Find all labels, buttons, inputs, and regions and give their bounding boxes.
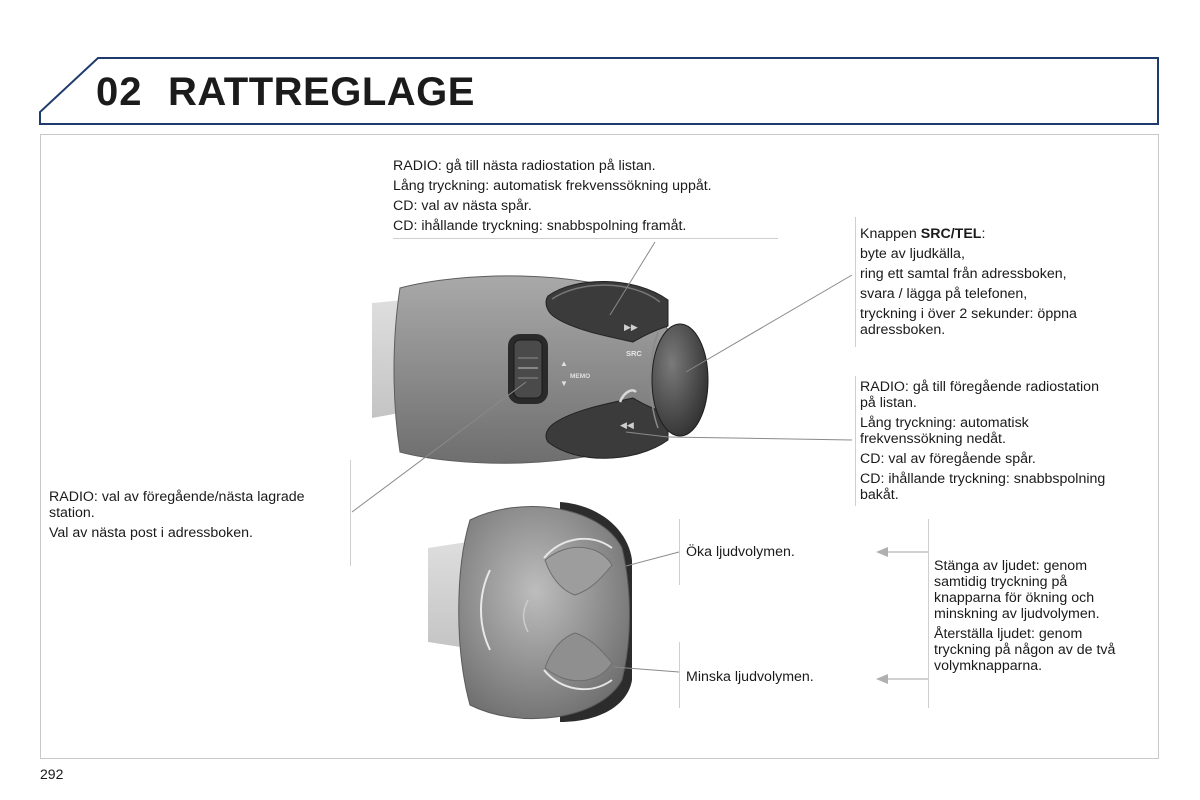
src-tel-prefix: Knappen [860, 226, 921, 242]
src-tel-line-2: ring ett samtal från adressboken, [860, 266, 1067, 282]
mute-p2b: tryckning på någon av de två [934, 642, 1116, 658]
memo-wheel[interactable] [514, 340, 542, 398]
next-line-1: RADIO: gå till nästa radiostation på listan. [393, 158, 656, 174]
leader-previous-b [668, 437, 852, 440]
volume-control-body [459, 507, 630, 719]
src-label: SRC [626, 349, 642, 358]
next-text-underline [393, 238, 778, 239]
previous-p4a: CD: ihållande tryckning: snabbspolning [860, 471, 1106, 487]
previous-para-1 [860, 379, 1150, 411]
src-tel-suffix: : [981, 226, 986, 242]
mute-p1b: samtidig tryckning på [934, 574, 1068, 590]
src-tel-line-1: byte av ljudkälla, [860, 246, 965, 262]
previous-p2a: Lång tryckning: automatisk [860, 415, 1029, 431]
src-tel-long-press [860, 306, 1150, 338]
memo-text-rule [350, 460, 351, 566]
next-description [393, 158, 833, 238]
memo-down-arrow-icon: ▼ [560, 379, 568, 388]
mute-description [934, 558, 1154, 678]
src-tel-description [860, 226, 1150, 342]
previous-p1a: RADIO: gå till föregående radiostation [860, 379, 1099, 395]
src-tel-long-press-b: adressboken. [860, 322, 946, 338]
src-text-rule [855, 217, 856, 347]
memo-wheel-description [49, 489, 347, 545]
src-tel-line-3: svara / lägga på telefonen, [860, 286, 1028, 302]
volume-up-description: Öka ljudvolymen. [686, 544, 795, 560]
src-tel-heading [860, 226, 1150, 242]
next-line-3: CD: val av nästa spår. [393, 198, 532, 214]
leader-volume-up [626, 552, 679, 566]
next-line-4: CD: ihållande tryckning: snabbspolning framåt. [393, 218, 687, 234]
mute-p2a: Återställa ljudet: genom [934, 626, 1083, 642]
previous-para-4 [860, 471, 1150, 503]
mute-arrow-down-head [876, 674, 888, 684]
previous-para-2 [860, 415, 1150, 447]
memo-p1a: RADIO: val av föregående/nästa lagrade [49, 489, 305, 505]
memo-p1b: station. [49, 505, 95, 521]
volume-down-text-rule [679, 642, 680, 708]
src-tel-button[interactable] [652, 324, 708, 436]
volume-down-description: Minska ljudvolymen. [686, 669, 814, 685]
mute-p1a: Stänga av ljudet: genom [934, 558, 1088, 574]
mute-para-2 [934, 626, 1154, 674]
memo-para-2: Val av nästa post i adressboken. [49, 525, 253, 541]
leader-src-tel [686, 275, 852, 372]
memo-label: MEMO [570, 373, 591, 380]
chapter-number: 02 [96, 70, 143, 114]
mute-p2c: volymknapparna. [934, 658, 1043, 674]
previous-para-3: CD: val av föregående spår. [860, 451, 1036, 467]
previous-p2b: frekvenssökning nedåt. [860, 431, 1006, 447]
mute-text-rule [928, 519, 929, 708]
previous-p4b: bakåt. [860, 487, 899, 503]
mute-p1c: knapparna för ökning och [934, 590, 1095, 606]
mute-arrow-up-head [876, 547, 888, 557]
memo-para-1 [49, 489, 347, 521]
src-tel-bold: SRC/TEL [920, 226, 982, 242]
previous-description [860, 379, 1150, 507]
next-line-2: Lång tryckning: automatisk frekvenssökning uppåt. [393, 178, 712, 194]
src-tel-long-press-a: tryckning i över 2 sekunder: öppna [860, 306, 1077, 322]
memo-up-arrow-icon: ▲ [560, 359, 568, 368]
mute-p1d: minskning av ljudvolymen. [934, 606, 1100, 622]
volume-up-text-rule [679, 519, 680, 585]
previous-text-rule [855, 376, 856, 506]
rewind-icon: ◀◀ [620, 421, 634, 431]
fast-forward-icon: ▶▶ [624, 323, 638, 333]
page-number: 292 [40, 766, 64, 782]
previous-p1b: på listan. [860, 395, 917, 411]
mute-para-1 [934, 558, 1154, 622]
chapter-title: RATTREGLAGE [168, 70, 475, 114]
